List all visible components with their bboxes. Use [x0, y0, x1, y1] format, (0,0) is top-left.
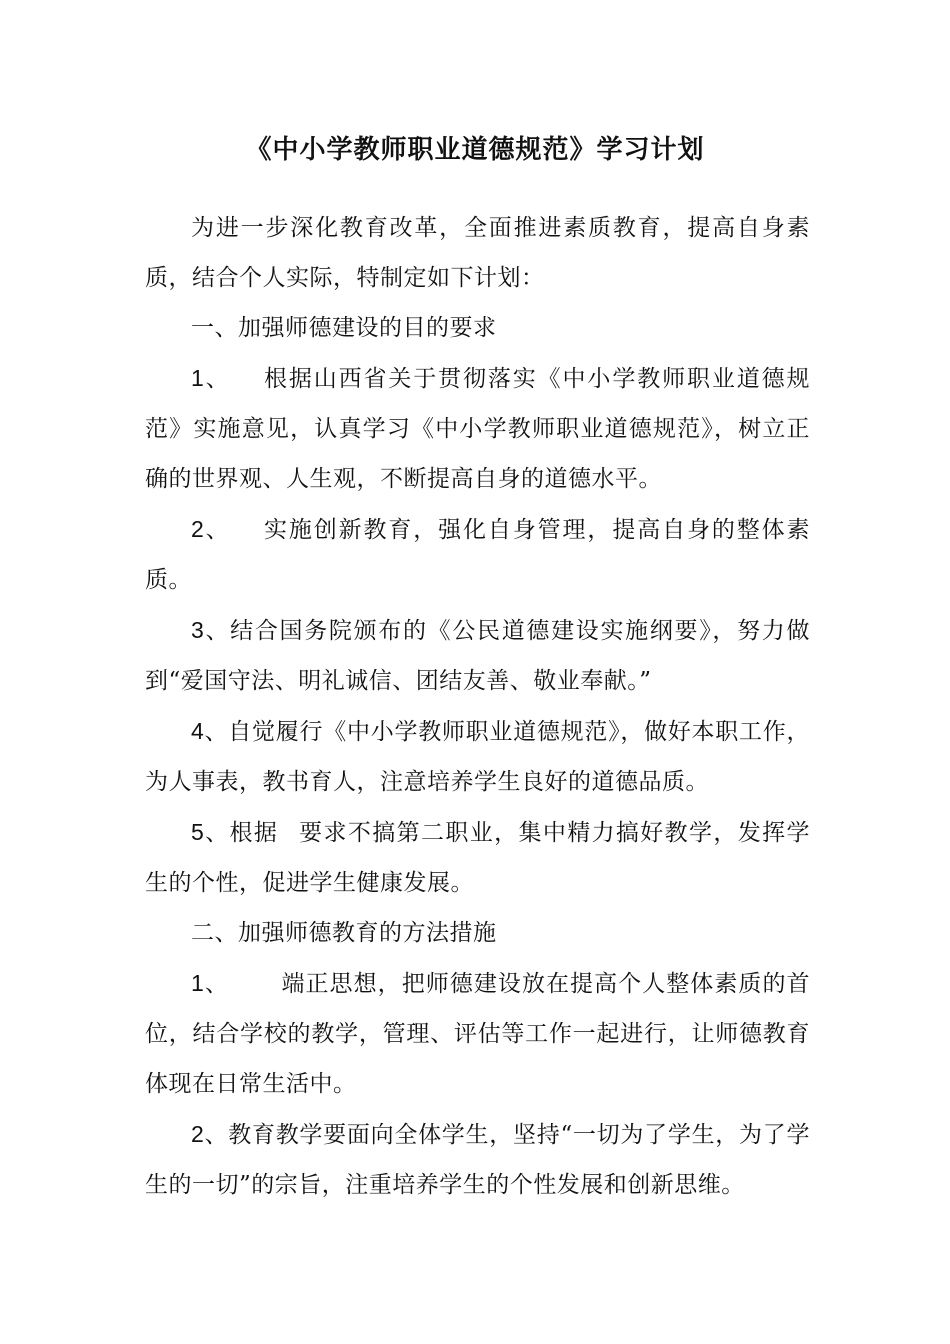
list-item: 4、自觉履行《中小学教师职业道德规范》，做好本职工作，为人事表，教书育人，注意培养学生良好的道德品质。: [145, 718, 811, 795]
item-number: 2、: [191, 1121, 229, 1147]
document-body: [145, 203, 810, 1210]
item-number: 1、: [191, 365, 231, 391]
section-heading: 二、加强师德教育的方法措施: [191, 920, 497, 946]
item-number: 1、: [191, 970, 229, 996]
list-item: 3、结合国务院颁布的《公民道德建设实施纲要》，努力做到“爱国守法、明礼诚信、团结友善、敬业奉献。”: [145, 617, 810, 694]
list-item: 1、 端正思想，把师德建设放在提高个人整体素质的首位，结合学校的教学，管理、评估等工作一起进行，让师德教育体现在日常生活中。: [145, 970, 811, 1097]
list-item: 2、 实施创新教育，强化自身管理，提高自身的整体素质。: [145, 516, 810, 593]
item-number: 4、: [191, 718, 229, 744]
section-heading: 一、加强师德建设的目的要求: [191, 315, 497, 341]
list-item: 1、 根据山西省关于贯彻落实《中小学教师职业道德规范》实施意见，认真学习《中小学教师职业道德规范》，树立正确的世界观、人生观，不断提高自身的道德水平。: [145, 365, 810, 492]
item-number: 5、: [191, 819, 230, 845]
document-title: 《中小学教师职业道德规范》学习计划: [245, 135, 705, 165]
list-item: 2、教育教学要面向全体学生，坚持“一切为了学生，为了学生的一切”的宗旨，注重培养学生的个性发展和创新思维。: [145, 1121, 810, 1198]
intro-paragraph: 为进一步深化教育改革，全面推进素质教育，提高自身素质，结合个人实际，特制定如下计划：: [145, 215, 810, 291]
item-number: 3、: [191, 617, 231, 643]
item-number: 2、: [191, 516, 231, 542]
list-item: 5、根据 要求不搞第二职业，集中精力搞好教学，发挥学生的个性，促进学生健康发展。: [145, 819, 811, 896]
